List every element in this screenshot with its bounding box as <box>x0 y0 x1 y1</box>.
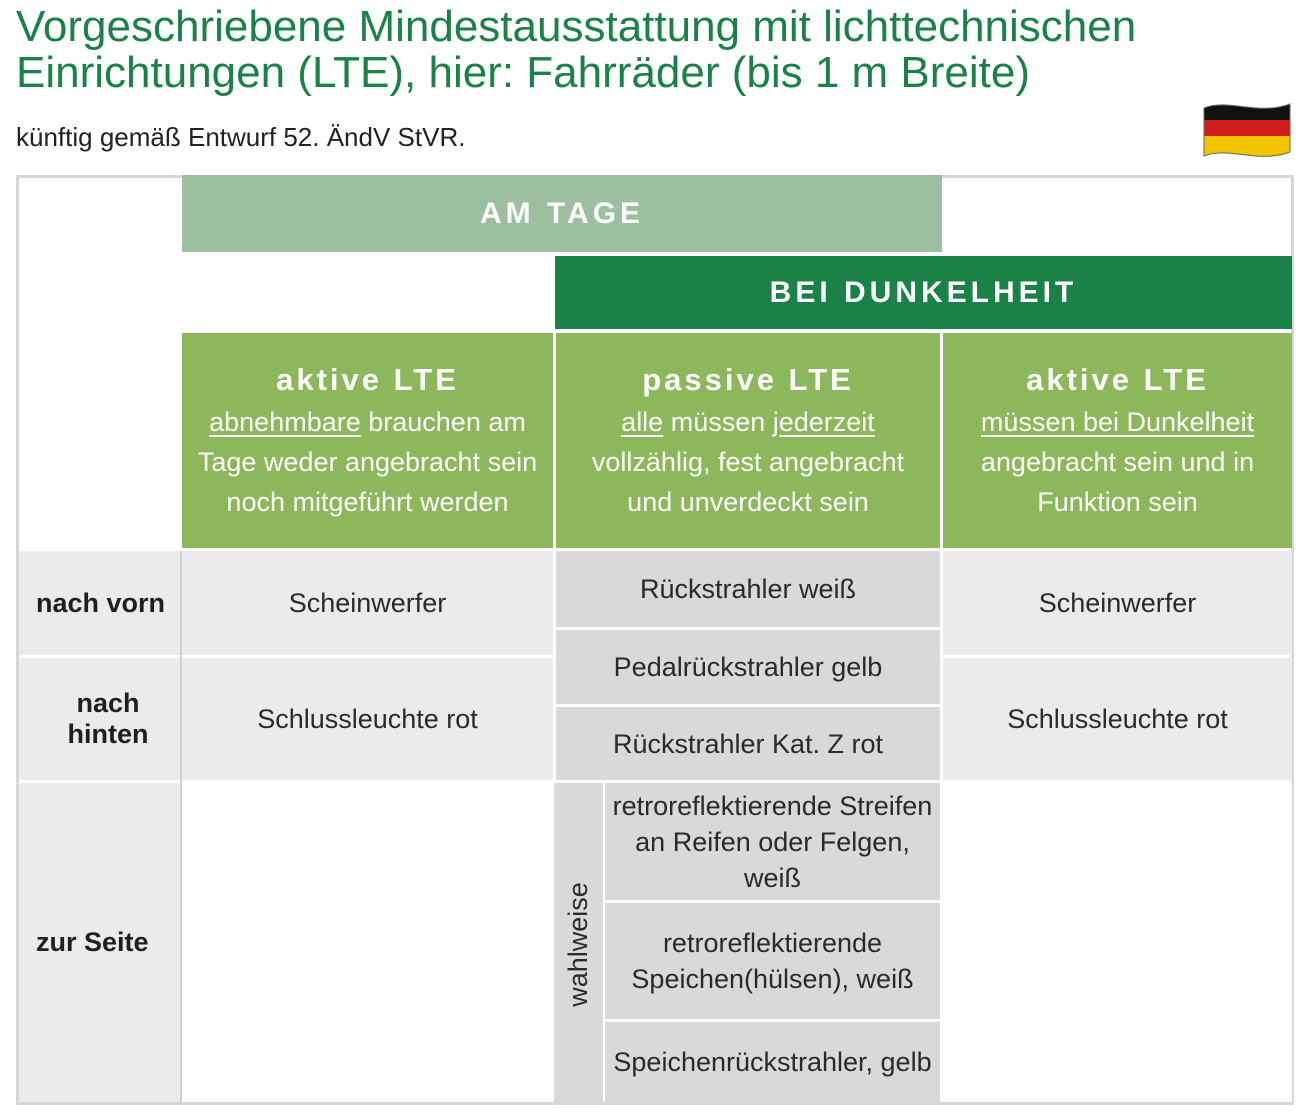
passive-pedalrueckstrahler: Pedalrückstrahler gelb <box>556 630 940 704</box>
cell-dunkel-vorn: Scheinwerfer <box>943 551 1292 655</box>
header-line-3: Funktion sein <box>1037 486 1198 517</box>
row-label-nach-vorn: nach vorn <box>19 551 180 655</box>
side-option-line-1: retroreflektierende <box>662 928 883 958</box>
cell-tag-hinten: Schlussleuchte rot <box>182 658 553 780</box>
row-label-zur-seite: zur Seite <box>19 783 180 1102</box>
bei-dunkelheit-label: BEI DUNKELHEIT <box>769 275 1078 309</box>
underlined-text: abnehmbare <box>209 406 361 437</box>
header-passive-lte <box>556 333 940 548</box>
side-option-line-2: Speichen(hülsen), weiß <box>631 964 914 994</box>
header-aktive-lte-dunkel <box>943 333 1292 548</box>
header-line-1 <box>209 402 526 442</box>
title-line-1: Vorgeschriebene Mindestausstattung mit lichttechnischen <box>16 2 1137 51</box>
header-line-1 <box>981 402 1254 442</box>
column-divider <box>180 551 182 1102</box>
cell-dunkel-hinten: Schlussleuchte rot <box>943 658 1292 780</box>
underlined-text: müssen bei Dunkelheit <box>980 406 1255 437</box>
side-option-line-2: an Reifen oder Felgen, weiß <box>635 826 910 893</box>
side-option-speichen <box>605 903 940 1019</box>
header-text: müssen <box>663 406 773 437</box>
header-title: passive LTE <box>642 361 854 397</box>
header-line-1 <box>621 402 875 442</box>
wahlweise-label-cell <box>554 783 603 1105</box>
row-label-nach-hinten: nach hinten <box>19 658 180 780</box>
bei-dunkelheit-band <box>555 256 1292 329</box>
passive-rueckstrahler-weiss: Rückstrahler weiß <box>556 551 940 627</box>
side-option-line-1: retroreflektierende Streifen <box>612 790 933 821</box>
germany-flag-icon <box>1198 98 1294 164</box>
header-line-3: noch mitgeführt werden <box>226 486 509 517</box>
header-line-2: vollzählig, fest angebracht <box>591 446 905 477</box>
passive-rueckstrahler-kat-z: Rückstrahler Kat. Z rot <box>556 707 940 780</box>
side-option-streifen <box>605 783 940 900</box>
cell-dunkel-seite <box>943 783 1292 1102</box>
header-line-2: Tage weder angebracht sein <box>197 446 538 477</box>
header-line-2: angebracht sein und in <box>980 446 1255 477</box>
header-title: aktive LTE <box>276 361 459 397</box>
header-text: brauchen am <box>360 406 526 437</box>
cell-tag-seite <box>182 783 553 1102</box>
am-tage-band <box>182 175 942 252</box>
side-option-speichenrueckstrahler <box>605 1022 940 1102</box>
side-option-line-1: Speichenrückstrahler, gelb <box>613 1047 932 1077</box>
header-aktive-lte-tag <box>182 333 553 548</box>
page-title <box>16 4 1196 96</box>
title-line-2: Einrichtungen (LTE), hier: Fahrräder (bis 1 m Breite) <box>16 48 1030 97</box>
underlined-text: jederzeit <box>772 406 875 437</box>
page-subtitle: künftig gemäß Entwurf 52. ÄndV StVR. <box>16 122 466 152</box>
header-line-3: und unverdeckt sein <box>627 486 869 517</box>
am-tage-label: AM TAGE <box>479 196 645 230</box>
wahlweise-label: wahlweise <box>563 881 593 1007</box>
header-title: aktive LTE <box>1026 361 1209 397</box>
cell-tag-vorn: Scheinwerfer <box>182 551 553 655</box>
underlined-text: alle <box>621 406 664 437</box>
